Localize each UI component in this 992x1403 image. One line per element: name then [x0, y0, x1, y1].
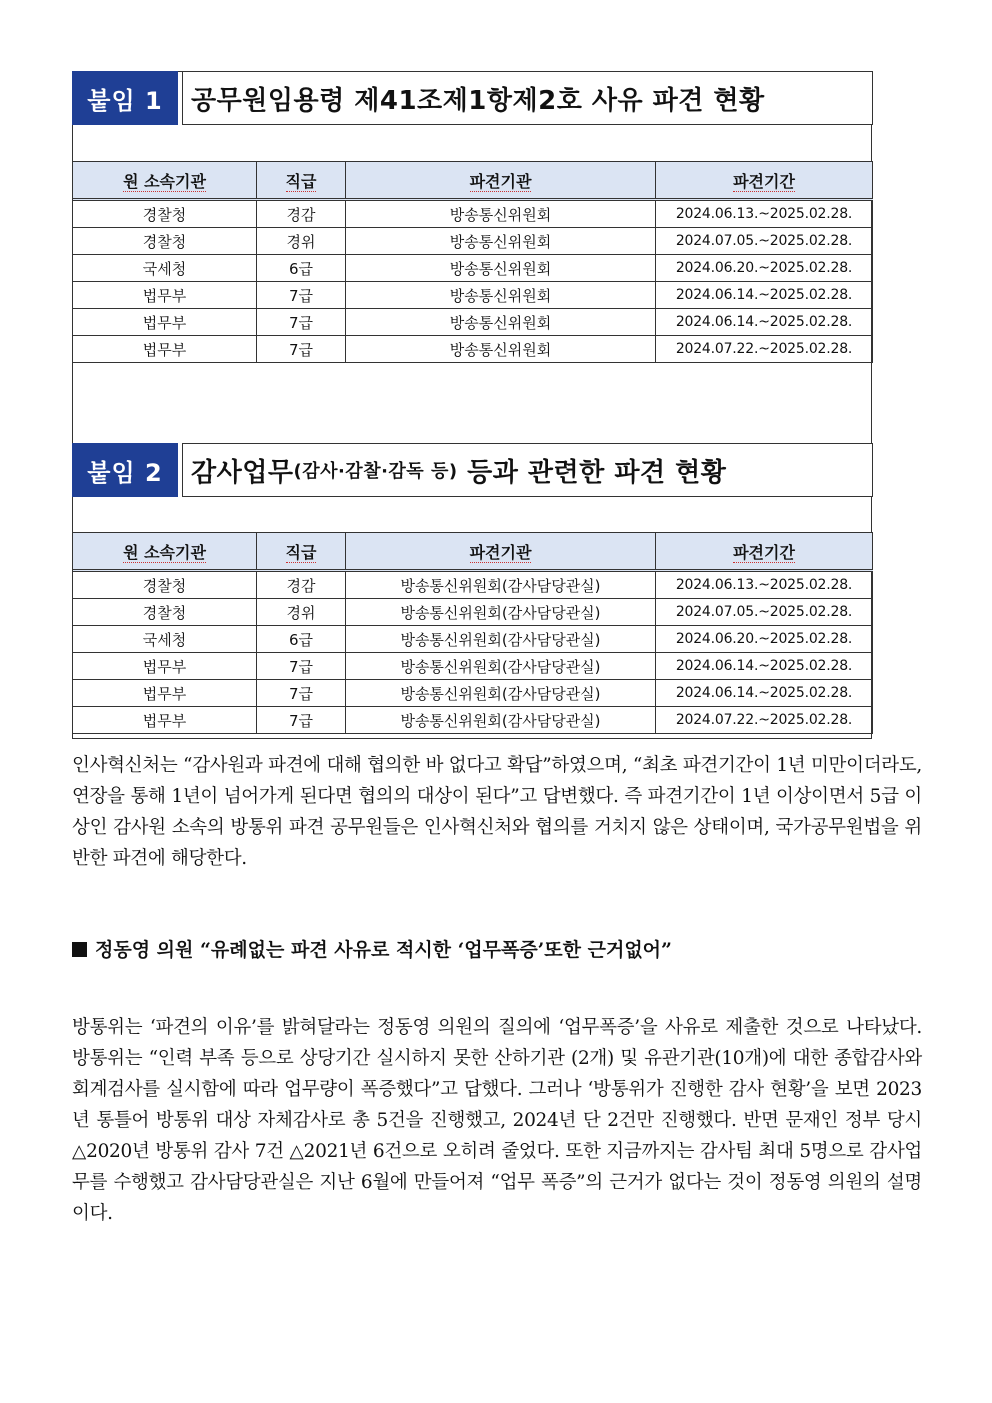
cell-period: 2024.06.14.~2025.02.28.	[656, 680, 873, 707]
attachment2-badge: 붙임 2	[72, 443, 178, 497]
table-row	[73, 680, 873, 707]
table-row	[73, 653, 873, 680]
cell-origin: 법무부	[73, 707, 257, 734]
attachment2-title-main: 감사업무	[191, 457, 294, 488]
attachment2-heading	[72, 443, 873, 497]
cell-rank: 7급	[257, 680, 346, 707]
table-row	[73, 571, 873, 599]
paragraph-workload: 방통위는 ‘파견의 이유’를 밝혀달라는 정동영 의원의 질의에 ‘업무폭증’을 사유로 제출한 것으로 나타났다. 방통위는 “인력 부족 등으로 상당기간 실시하지 못한 산하기관 (2개) 및 유관기관(10개)에 대한 종합감사와 회계검사를 실시함에 따라 업무량이 폭증했다”고 답했다. 그러나 ‘방통위가 진행한 감사 현황’을 보면 2023년 통틀어 방통위 대상 자체감사로 총 5건을 진행했고, 2024년 단 2건만 진행했다. 반면 문재인 정부 당시 △2020년 방통위 감사 7건 △2021년 6건으로 오히려 줄었다. 또한 지금까지는 감사팀 최대 5명으로 감사업무를 수행했고 감사담당관실은 지난 6월에 만들어져 “업무 폭증”의 근거가 없다는 것이 정동영 의원의 설명이다.	[72, 1017, 922, 1224]
column-header-period: 파견기간	[656, 162, 873, 200]
cell-agency: 방송통신위원회	[346, 228, 656, 255]
paragraph-hr-ministry: 인사혁신처는 “감사원과 파견에 대해 협의한 바 없다고 확답”하였으며, “최초 파견기간이 1년 미만이더라도, 연장을 통해 1년이 넘어가게 된다면 협의의 대상이 된다”고 답변했다. 즉 파견기간이 1년 이상이면서 5급 이상인 감사원 소속의 방통위 파견 공무원들은 인사혁신처와 협의를 거치지 않은 상태이며, 국가공무원법을 위반한 파견에 해당한다.	[72, 755, 922, 869]
cell-period: 2024.07.05.~2025.02.28.	[656, 599, 873, 626]
attachment2-title-sub: (감사·감찰·감독 등)	[293, 461, 458, 482]
cell-origin: 법무부	[73, 680, 257, 707]
table-row	[73, 228, 873, 255]
cell-rank: 경감	[257, 200, 346, 228]
cell-agency: 방송통신위원회(감사담당관실)	[346, 707, 656, 734]
attachment2-title-rest: 등과 관련한 파견 현황	[457, 457, 727, 488]
column-header-origin: 원 소속기관	[73, 533, 257, 571]
cell-origin: 법무부	[73, 282, 257, 309]
table-header-row	[73, 162, 873, 200]
cell-agency: 방송통신위원회	[346, 200, 656, 228]
square-bullet-icon	[72, 942, 87, 957]
cell-period: 2024.07.22.~2025.02.28.	[656, 336, 873, 363]
cell-origin: 법무부	[73, 653, 257, 680]
cell-agency: 방송통신위원회	[346, 309, 656, 336]
column-header-origin: 원 소속기관	[73, 162, 257, 200]
cell-agency: 방송통신위원회	[346, 282, 656, 309]
cell-agency: 방송통신위원회(감사담당관실)	[346, 680, 656, 707]
cell-rank: 6급	[257, 626, 346, 653]
attachment2-table	[72, 532, 873, 734]
attachment1-table	[72, 161, 873, 363]
attachment1-heading	[72, 71, 873, 125]
attachment1-title: 공무원임용령 제41조제1항제2호 사유 파견 현황	[182, 71, 873, 125]
cell-period: 2024.06.14.~2025.02.28.	[656, 653, 873, 680]
column-header-rank: 직급	[257, 162, 346, 200]
section-title-text: 정동영 의원 “유례없는 파견 사유로 적시한 ‘업무폭증’또한 근거없어”	[95, 939, 672, 961]
cell-agency: 방송통신위원회(감사담당관실)	[346, 653, 656, 680]
cell-agency: 방송통신위원회(감사담당관실)	[346, 626, 656, 653]
cell-rank: 경위	[257, 599, 346, 626]
cell-origin: 경찰청	[73, 599, 257, 626]
cell-origin: 경찰청	[73, 571, 257, 599]
cell-agency: 방송통신위원회	[346, 336, 656, 363]
table-row	[73, 255, 873, 282]
table-row	[73, 626, 873, 653]
cell-agency: 방송통신위원회	[346, 255, 656, 282]
section-title	[72, 935, 672, 962]
cell-rank: 7급	[257, 309, 346, 336]
table-row	[73, 707, 873, 734]
cell-period: 2024.06.20.~2025.02.28.	[656, 255, 873, 282]
table-row	[73, 599, 873, 626]
cell-rank: 7급	[257, 282, 346, 309]
cell-rank: 7급	[257, 707, 346, 734]
cell-rank: 경감	[257, 571, 346, 599]
cell-origin: 국세청	[73, 255, 257, 282]
table-row	[73, 200, 873, 228]
column-header-agency: 파견기관	[346, 162, 656, 200]
cell-period: 2024.07.22.~2025.02.28.	[656, 707, 873, 734]
table-row	[73, 309, 873, 336]
cell-period: 2024.06.13.~2025.02.28.	[656, 200, 873, 228]
table-row	[73, 336, 873, 363]
cell-agency: 방송통신위원회(감사담당관실)	[346, 571, 656, 599]
cell-origin: 법무부	[73, 336, 257, 363]
cell-rank: 경위	[257, 228, 346, 255]
cell-period: 2024.06.20.~2025.02.28.	[656, 626, 873, 653]
cell-period: 2024.06.14.~2025.02.28.	[656, 282, 873, 309]
cell-period: 2024.06.14.~2025.02.28.	[656, 309, 873, 336]
attachment2-title	[182, 443, 873, 497]
cell-rank: 6급	[257, 255, 346, 282]
attachment1-badge: 붙임 1	[72, 71, 178, 125]
column-header-agency: 파견기관	[346, 533, 656, 571]
cell-rank: 7급	[257, 336, 346, 363]
table-header-row	[73, 533, 873, 571]
cell-origin: 법무부	[73, 309, 257, 336]
cell-origin: 경찰청	[73, 228, 257, 255]
cell-period: 2024.07.05.~2025.02.28.	[656, 228, 873, 255]
column-header-period: 파견기간	[656, 533, 873, 571]
cell-origin: 경찰청	[73, 200, 257, 228]
cell-agency: 방송통신위원회(감사담당관실)	[346, 599, 656, 626]
table-row	[73, 282, 873, 309]
column-header-rank: 직급	[257, 533, 346, 571]
cell-rank: 7급	[257, 653, 346, 680]
cell-origin: 국세청	[73, 626, 257, 653]
cell-period: 2024.06.13.~2025.02.28.	[656, 571, 873, 599]
